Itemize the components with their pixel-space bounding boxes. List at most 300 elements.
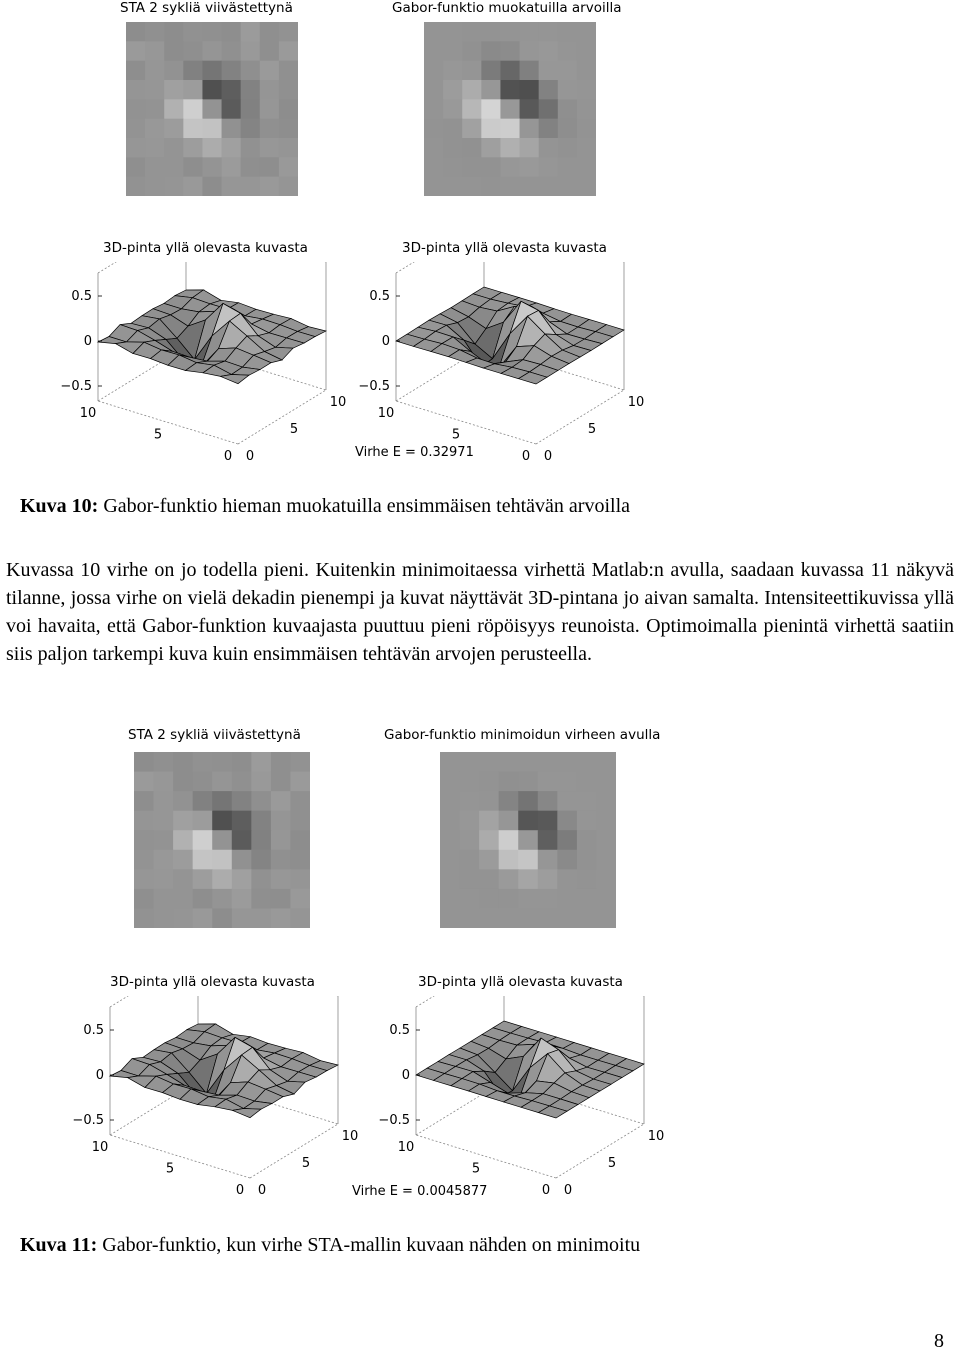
- heatmap-cell: [183, 61, 203, 81]
- heatmap-cell: [173, 889, 193, 909]
- heatmap-cell: [424, 157, 444, 177]
- heatmap-cell: [481, 157, 501, 177]
- heatmap-cell: [193, 869, 213, 889]
- heatmap-cell: [479, 772, 499, 792]
- y-tick-label: 5: [289, 422, 299, 437]
- heatmap-cell: [173, 908, 193, 928]
- heatmap-cell: [279, 138, 298, 158]
- fig10-gabor-surface: [358, 262, 658, 462]
- x-tick-label: 5: [153, 427, 163, 443]
- heatmap-cell: [462, 157, 482, 177]
- axis-box-edge: [98, 401, 238, 444]
- axis-box-edge: [250, 1124, 338, 1178]
- heatmap-cell: [520, 41, 540, 61]
- heatmap-cell: [577, 889, 597, 909]
- heatmap-cell: [164, 61, 184, 81]
- heatmap-cell: [479, 869, 499, 889]
- heatmap-cell: [577, 772, 597, 792]
- heatmap-cell: [424, 22, 444, 42]
- heatmap-cell: [183, 99, 203, 119]
- z-tick-label: 0.5: [71, 289, 92, 304]
- heatmap-cell: [499, 850, 519, 870]
- heatmap-cell: [290, 908, 310, 928]
- heatmap-cell: [558, 22, 578, 42]
- heatmap-cell: [596, 791, 616, 811]
- heatmap-cell: [481, 22, 501, 42]
- heatmap-cell: [145, 41, 165, 61]
- heatmap-cell: [557, 869, 577, 889]
- heatmap-cell: [260, 61, 280, 81]
- z-tick-label: −0.5: [358, 379, 390, 394]
- x-tick-label: 10: [91, 1140, 109, 1155]
- heatmap-cell: [577, 830, 597, 850]
- heatmap-cell: [596, 869, 616, 889]
- heatmap-cell: [279, 99, 298, 119]
- heatmap-cell: [481, 138, 501, 158]
- heatmap-cell: [518, 830, 538, 850]
- heatmap-cell: [241, 157, 261, 177]
- heatmap-cell: [251, 830, 271, 850]
- heatmap-cell: [126, 80, 146, 100]
- heatmap-cell: [222, 157, 242, 177]
- heatmap-cell: [251, 850, 271, 870]
- surface-facet: [233, 1109, 262, 1118]
- heatmap-cell: [481, 119, 501, 139]
- fig11-gabor-surface: [378, 996, 678, 1196]
- heatmap-cell: [577, 157, 596, 177]
- heatmap-cell: [460, 908, 480, 928]
- heatmap-cell: [499, 889, 519, 909]
- heatmap-cell: [499, 791, 519, 811]
- heatmap-cell: [520, 119, 540, 139]
- heatmap-cell: [443, 99, 463, 119]
- heatmap-cell: [500, 22, 520, 42]
- heatmap-cell: [260, 22, 280, 42]
- heatmap-cell: [424, 41, 444, 61]
- heatmap-cell: [145, 80, 165, 100]
- z-tick-label: −0.5: [378, 1113, 410, 1128]
- fig10-surface-title-left: 3D-pinta yllä olevasta kuvasta: [103, 240, 308, 256]
- heatmap-cell: [212, 908, 232, 928]
- heatmap-cell: [440, 908, 460, 928]
- heatmap-cell: [193, 850, 213, 870]
- z-tick-label: 0: [95, 1068, 104, 1083]
- heatmap-cell: [440, 752, 460, 772]
- heatmap-cell: [460, 752, 480, 772]
- axis-box-edge: [416, 996, 504, 1007]
- heatmap-cell: [500, 177, 520, 196]
- heatmap-cell: [479, 889, 499, 909]
- z-tick-label: −0.5: [72, 1113, 104, 1128]
- heatmap-cell: [538, 850, 558, 870]
- heatmap-cell: [126, 99, 146, 119]
- heatmap-cell: [520, 157, 540, 177]
- heatmap-cell: [232, 772, 252, 792]
- heatmap-cell: [145, 61, 165, 81]
- heatmap-cell: [134, 811, 154, 831]
- heatmap-cell: [577, 80, 596, 100]
- heatmap-cell: [212, 850, 232, 870]
- heatmap-cell: [481, 80, 501, 100]
- x-tick-label: 0: [521, 449, 531, 462]
- heatmap-cell: [539, 80, 559, 100]
- heatmap-cell: [462, 177, 482, 196]
- heatmap-cell: [260, 157, 280, 177]
- heatmap-cell: [202, 99, 222, 119]
- heatmap-cell: [518, 811, 538, 831]
- heatmap-cell: [577, 811, 597, 831]
- body-paragraph: Kuvassa 10 virhe on jo todella pieni. Kuitenkin minimoitaessa virhettä Matlab:n avulla, saadaan kuvassa 11 näkyvä tilanne, jossa virhe on vielä dekadin pienempi ja kuvat näyttävät 3D-pintana jo aivan samalta. Intensiteettikuvissa yllä voi havaita, että Gabor-funktion kuvaajasta puuttuu pieni röpöisyys reunoista. Optimoimalla pienintä virhettä saatiin siis paljon tarkempi kuva kuin ensimmäisen tehtävän arvojen perusteella.: [6, 559, 954, 665]
- heatmap-cell: [241, 138, 261, 158]
- axis-box-edge: [416, 1135, 556, 1178]
- heatmap-cell: [241, 41, 261, 61]
- heatmap-cell: [290, 869, 310, 889]
- heatmap-cell: [232, 830, 252, 850]
- heatmap-cell: [558, 119, 578, 139]
- y-tick-label: 5: [587, 422, 597, 437]
- z-tick-label: 0: [381, 334, 390, 349]
- heatmap-cell: [271, 791, 291, 811]
- heatmap-cell: [290, 889, 310, 909]
- heatmap-cell: [222, 99, 242, 119]
- heatmap-cell: [443, 22, 463, 42]
- heatmap-cell: [164, 157, 184, 177]
- heatmap-cell: [443, 177, 463, 196]
- heatmap-cell: [193, 811, 213, 831]
- x-tick-label: 10: [79, 406, 97, 421]
- heatmap-cell: [518, 908, 538, 928]
- heatmap-cell: [577, 22, 596, 42]
- x-tick-label: 0: [541, 1183, 551, 1196]
- x-tick-label: 5: [451, 427, 461, 443]
- heatmap-cell: [520, 22, 540, 42]
- heatmap-cell: [260, 80, 280, 100]
- heatmap-cell: [232, 908, 252, 928]
- heatmap-cell: [462, 119, 482, 139]
- heatmap-cell: [145, 157, 165, 177]
- heatmap-cell: [154, 908, 174, 928]
- heatmap-cell: [481, 41, 501, 61]
- heatmap-cell: [520, 177, 540, 196]
- x-tick-label: 5: [165, 1161, 175, 1177]
- heatmap-cell: [539, 177, 559, 196]
- heatmap-cell: [500, 80, 520, 100]
- heatmap-cell: [462, 41, 482, 61]
- heatmap-cell: [183, 22, 203, 42]
- heatmap-cell: [440, 791, 460, 811]
- fig10-error-text: Virhe E = 0.32971: [355, 445, 474, 460]
- heatmap-cell: [518, 869, 538, 889]
- heatmap-cell: [500, 99, 520, 119]
- heatmap-cell: [173, 830, 193, 850]
- heatmap-cell: [183, 41, 203, 61]
- heatmap-cell: [202, 157, 222, 177]
- heatmap-cell: [577, 177, 596, 196]
- heatmap-cell: [520, 80, 540, 100]
- heatmap-cell: [212, 791, 232, 811]
- heatmap-cell: [271, 752, 291, 772]
- heatmap-cell: [440, 889, 460, 909]
- heatmap-cell: [596, 830, 616, 850]
- heatmap-cell: [499, 830, 519, 850]
- heatmap-cell: [479, 908, 499, 928]
- fig10-title-right: Gabor-funktio muokatuilla arvoilla: [392, 0, 622, 16]
- heatmap-cell: [251, 791, 271, 811]
- heatmap-cell: [164, 119, 184, 139]
- heatmap-cell: [251, 772, 271, 792]
- heatmap-cell: [290, 830, 310, 850]
- heatmap-cell: [183, 157, 203, 177]
- heatmap-cell: [440, 850, 460, 870]
- z-tick-label: 0.5: [369, 289, 390, 304]
- heatmap-cell: [279, 80, 298, 100]
- heatmap-cell: [460, 772, 480, 792]
- fig10-title-left: STA 2 sykliä viivästettynä: [120, 0, 293, 16]
- heatmap-cell: [202, 177, 222, 196]
- heatmap-cell: [443, 80, 463, 100]
- heatmap-cell: [173, 752, 193, 772]
- heatmap-cell: [279, 157, 298, 177]
- heatmap-cell: [202, 138, 222, 158]
- heatmap-cell: [500, 157, 520, 177]
- heatmap-cell: [518, 752, 538, 772]
- heatmap-cell: [212, 811, 232, 831]
- heatmap-cell: [183, 138, 203, 158]
- heatmap-cell: [193, 830, 213, 850]
- heatmap-cell: [558, 99, 578, 119]
- heatmap-cell: [279, 61, 298, 81]
- heatmap-cell: [596, 811, 616, 831]
- heatmap-cell: [279, 41, 298, 61]
- heatmap-cell: [443, 61, 463, 81]
- heatmap-cell: [134, 850, 154, 870]
- z-tick-label: 0.5: [83, 1023, 104, 1038]
- heatmap-cell: [538, 752, 558, 772]
- heatmap-cell: [222, 119, 242, 139]
- x-tick-label: 0: [223, 449, 233, 462]
- heatmap-cell: [212, 889, 232, 909]
- heatmap-cell: [126, 138, 146, 158]
- heatmap-cell: [577, 99, 596, 119]
- heatmap-cell: [443, 138, 463, 158]
- heatmap-cell: [424, 99, 444, 119]
- z-tick-label: 0: [83, 334, 92, 349]
- heatmap-cell: [183, 177, 203, 196]
- heatmap-cell: [193, 889, 213, 909]
- heatmap-cell: [212, 752, 232, 772]
- heatmap-cell: [134, 752, 154, 772]
- heatmap-cell: [202, 119, 222, 139]
- y-tick-label: 10: [627, 395, 645, 410]
- heatmap-cell: [173, 869, 193, 889]
- heatmap-cell: [500, 41, 520, 61]
- y-tick-label: 0: [245, 449, 255, 462]
- heatmap-cell: [202, 61, 222, 81]
- heatmap-cell: [202, 22, 222, 42]
- heatmap-cell: [232, 791, 252, 811]
- heatmap-cell: [557, 889, 577, 909]
- heatmap-cell: [558, 138, 578, 158]
- heatmap-cell: [290, 850, 310, 870]
- fig10-caption-text: Gabor-funktio hieman muokatuilla ensimmäisen tehtävän arvoilla: [98, 495, 631, 517]
- heatmap-cell: [134, 772, 154, 792]
- heatmap-cell: [241, 61, 261, 81]
- heatmap-cell: [440, 869, 460, 889]
- heatmap-cell: [479, 830, 499, 850]
- heatmap-cell: [154, 772, 174, 792]
- heatmap-cell: [212, 772, 232, 792]
- heatmap-cell: [577, 752, 597, 772]
- heatmap-cell: [538, 869, 558, 889]
- axis-box-edge: [556, 1124, 644, 1178]
- heatmap-cell: [212, 869, 232, 889]
- heatmap-cell: [164, 41, 184, 61]
- heatmap-cell: [538, 791, 558, 811]
- heatmap-cell: [538, 830, 558, 850]
- heatmap-cell: [193, 772, 213, 792]
- heatmap-cell: [212, 830, 232, 850]
- x-tick-label: 5: [471, 1161, 481, 1177]
- heatmap-cell: [251, 752, 271, 772]
- heatmap-cell: [499, 869, 519, 889]
- heatmap-cell: [518, 791, 538, 811]
- heatmap-cell: [596, 889, 616, 909]
- heatmap-cell: [134, 869, 154, 889]
- fig11-sta-heatmap: [134, 752, 310, 928]
- heatmap-cell: [183, 80, 203, 100]
- fig11-caption: [20, 1234, 640, 1257]
- heatmap-cell: [539, 22, 559, 42]
- heatmap-cell: [499, 811, 519, 831]
- heatmap-cell: [577, 791, 597, 811]
- heatmap-cell: [538, 811, 558, 831]
- heatmap-cell: [500, 138, 520, 158]
- heatmap-cell: [290, 772, 310, 792]
- y-tick-label: 5: [301, 1156, 311, 1171]
- heatmap-cell: [134, 830, 154, 850]
- heatmap-cell: [232, 850, 252, 870]
- heatmap-cell: [222, 138, 242, 158]
- heatmap-cell: [558, 177, 578, 196]
- heatmap-cell: [260, 119, 280, 139]
- heatmap-cell: [424, 61, 444, 81]
- heatmap-cell: [164, 22, 184, 42]
- heatmap-cell: [145, 22, 165, 42]
- heatmap-cell: [424, 119, 444, 139]
- heatmap-cell: [481, 61, 501, 81]
- heatmap-cell: [479, 811, 499, 831]
- heatmap-cell: [500, 61, 520, 81]
- heatmap-cell: [538, 772, 558, 792]
- heatmap-cell: [462, 80, 482, 100]
- heatmap-cell: [440, 811, 460, 831]
- heatmap-cell: [460, 850, 480, 870]
- heatmap-cell: [557, 772, 577, 792]
- heatmap-cell: [183, 119, 203, 139]
- heatmap-cell: [460, 791, 480, 811]
- heatmap-cell: [222, 80, 242, 100]
- heatmap-cell: [577, 869, 597, 889]
- z-tick-label: 0.5: [389, 1023, 410, 1038]
- heatmap-cell: [202, 41, 222, 61]
- heatmap-cell: [164, 138, 184, 158]
- heatmap-cell: [145, 119, 165, 139]
- heatmap-cell: [154, 850, 174, 870]
- axis-box-edge: [396, 262, 484, 273]
- fig10-caption: [20, 495, 630, 518]
- fig11-error-text: Virhe E = 0.0045877: [352, 1184, 488, 1199]
- fig11-gabor-heatmap: [440, 752, 616, 928]
- heatmap-cell: [440, 830, 460, 850]
- heatmap-cell: [154, 791, 174, 811]
- x-tick-label: 0: [235, 1183, 245, 1196]
- heatmap-cell: [154, 869, 174, 889]
- z-tick-label: −0.5: [60, 379, 92, 394]
- fig11-sta-surface: [72, 996, 372, 1196]
- fig10-surface-title-right: 3D-pinta yllä olevasta kuvasta: [402, 240, 607, 256]
- heatmap-cell: [232, 869, 252, 889]
- heatmap-cell: [539, 99, 559, 119]
- heatmap-cell: [479, 850, 499, 870]
- fig11-title-right: Gabor-funktio minimoidun virheen avulla: [384, 727, 661, 743]
- heatmap-cell: [596, 772, 616, 792]
- heatmap-cell: [154, 830, 174, 850]
- y-tick-label: 0: [257, 1183, 267, 1196]
- heatmap-cell: [241, 99, 261, 119]
- heatmap-cell: [577, 850, 597, 870]
- heatmap-cell: [557, 811, 577, 831]
- x-tick-label: 10: [377, 406, 395, 421]
- heatmap-cell: [126, 61, 146, 81]
- heatmap-cell: [241, 177, 261, 196]
- heatmap-cell: [558, 61, 578, 81]
- heatmap-cell: [173, 811, 193, 831]
- fig11-caption-label: Kuva 11:: [20, 1234, 98, 1256]
- heatmap-cell: [260, 99, 280, 119]
- heatmap-cell: [539, 61, 559, 81]
- heatmap-cell: [260, 138, 280, 158]
- heatmap-cell: [271, 830, 291, 850]
- heatmap-cell: [520, 61, 540, 81]
- heatmap-cell: [126, 119, 146, 139]
- heatmap-cell: [577, 138, 596, 158]
- heatmap-cell: [126, 177, 146, 196]
- heatmap-cell: [481, 177, 501, 196]
- heatmap-cell: [193, 908, 213, 928]
- heatmap-cell: [558, 41, 578, 61]
- heatmap-cell: [154, 752, 174, 772]
- heatmap-cell: [193, 791, 213, 811]
- y-tick-label: 10: [329, 395, 347, 410]
- heatmap-cell: [164, 80, 184, 100]
- heatmap-cell: [279, 22, 298, 42]
- y-tick-label: 10: [341, 1129, 359, 1144]
- heatmap-cell: [145, 99, 165, 119]
- heatmap-cell: [499, 752, 519, 772]
- heatmap-cell: [557, 830, 577, 850]
- heatmap-cell: [460, 869, 480, 889]
- heatmap-cell: [443, 157, 463, 177]
- fig10-gabor-heatmap: [424, 22, 596, 196]
- fig10-caption-label: Kuva 10:: [20, 495, 99, 517]
- heatmap-cell: [271, 772, 291, 792]
- heatmap-cell: [596, 908, 616, 928]
- heatmap-cell: [557, 850, 577, 870]
- heatmap-cell: [222, 41, 242, 61]
- fig11-surface-title-left: 3D-pinta yllä olevasta kuvasta: [110, 974, 315, 990]
- heatmap-cell: [481, 99, 501, 119]
- heatmap-cell: [577, 908, 597, 928]
